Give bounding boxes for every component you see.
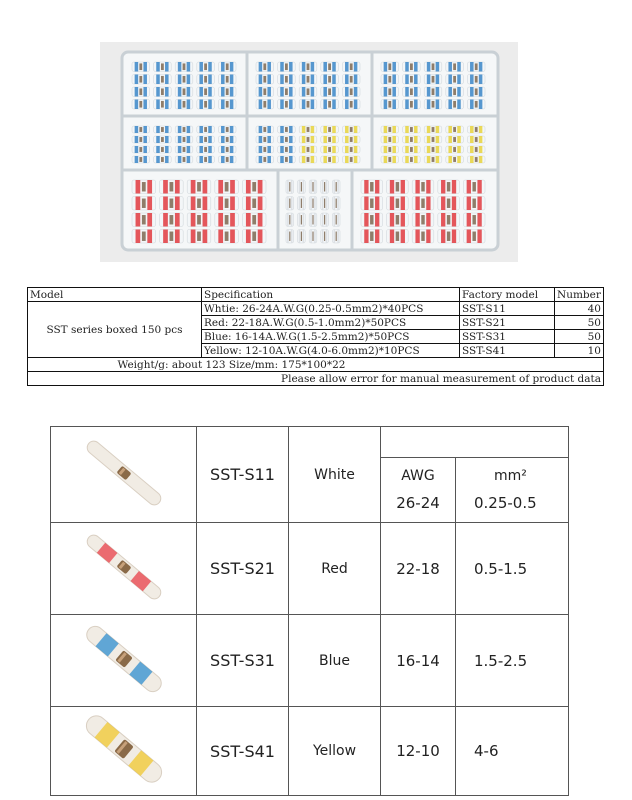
model-cell: SST-S31 — [197, 615, 289, 707]
header-specification: Specification — [202, 288, 460, 302]
spec-cell: Blue: 16-14A.W.G(1.5-2.5mm2)*50PCS — [202, 330, 460, 344]
measurement-note: Please allow error for manual measurement of product data — [28, 372, 604, 386]
header-number: Number — [555, 288, 604, 302]
compare-row-s11 — [51, 427, 569, 458]
factory-cell: SST-S11 — [460, 302, 555, 316]
terminal-image-blue — [51, 615, 197, 707]
spec-cell: Yellow: 12-10A.W.G(4.0-6.0mm2)*10PCS — [202, 344, 460, 358]
spec-cell: Whtie: 26-24A.W.G(0.25-0.5mm2)*40PCS — [202, 302, 460, 316]
factory-cell: SST-S41 — [460, 344, 555, 358]
compare-row-s31 — [51, 615, 569, 707]
size-header-spacer — [381, 427, 569, 458]
mm-cell: 1.5-2.5 — [456, 615, 569, 707]
header-factory-model: Factory model — [460, 288, 555, 302]
model-cell: SST-S41 — [197, 707, 289, 796]
model-cell: SST-S21 — [197, 523, 289, 615]
terminal-image-yellow — [51, 707, 197, 796]
spec-header-row — [28, 288, 604, 302]
awg-cell: 12-10 — [381, 707, 456, 796]
header-model: Model — [28, 288, 202, 302]
weight-size: Weight/g: about 123 Size/mm: 175*100*22 — [28, 358, 604, 372]
model-cell: SST-S11 — [197, 427, 289, 523]
compare-row-s21 — [51, 523, 569, 615]
model-name: SST series boxed 150 pcs — [28, 302, 202, 358]
terminal-red-icon — [64, 527, 184, 607]
number-cell: 10 — [555, 344, 604, 358]
factory-cell: SST-S21 — [460, 316, 555, 330]
note-row — [28, 372, 604, 386]
terminal-image-red — [51, 523, 197, 615]
mm-cell: 0.5-1.5 — [456, 523, 569, 615]
spec-cell: Red: 22-18A.W.G(0.5-1.0mm2)*50PCS — [202, 316, 460, 330]
number-cell: 50 — [555, 330, 604, 344]
mm-cell: 0.25-0.5 — [474, 494, 537, 512]
product-photo — [100, 42, 518, 262]
terminal-box-illustration — [100, 42, 518, 262]
terminal-image-white — [51, 427, 197, 523]
compare-row-s41 — [51, 707, 569, 796]
awg-stack — [381, 458, 456, 523]
comparison-table — [50, 426, 569, 796]
awg-header: AWG — [401, 468, 435, 484]
awg-cell: 26-24 — [396, 494, 440, 512]
color-cell: Yellow — [289, 707, 381, 796]
terminal-yellow-icon — [64, 709, 184, 789]
awg-cell: 16-14 — [381, 615, 456, 707]
number-cell: 40 — [555, 302, 604, 316]
mm-stack — [456, 458, 569, 523]
spec-row — [28, 302, 604, 316]
mm-cell: 4-6 — [456, 707, 569, 796]
color-cell: White — [289, 427, 381, 523]
terminal-blue-icon — [64, 619, 184, 699]
factory-cell: SST-S31 — [460, 330, 555, 344]
specification-table — [27, 287, 604, 386]
weight-size-row — [28, 358, 604, 372]
mm-header: mm² — [494, 468, 527, 484]
number-cell: 50 — [555, 316, 604, 330]
color-cell: Red — [289, 523, 381, 615]
awg-cell: 22-18 — [381, 523, 456, 615]
terminal-white-icon — [64, 433, 184, 513]
color-cell: Blue — [289, 615, 381, 707]
